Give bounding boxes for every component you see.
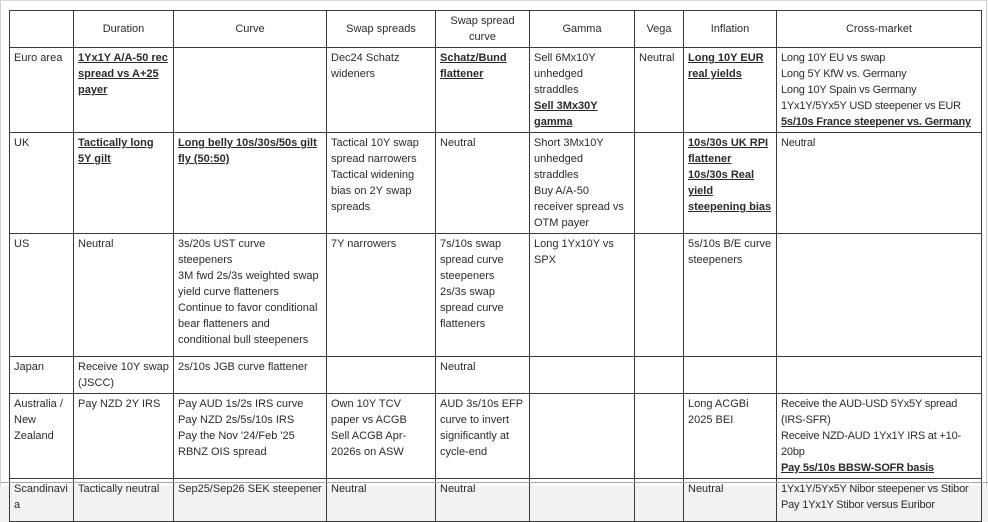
trade-item: Tactical 10Y swap spread narrowers bbox=[331, 137, 419, 165]
trade-item: Pay 1Yx1Y Stibor versus Euribor bbox=[781, 499, 935, 511]
trade-cell bbox=[174, 133, 327, 234]
trade-item: Neutral bbox=[688, 483, 724, 495]
highlighted-trade-item: 10s/30s UK RPI flattener bbox=[688, 137, 769, 165]
trade-item: 1Yx1Y/5Yx5Y USD steepener vs EUR bbox=[781, 100, 961, 112]
table-row bbox=[10, 234, 982, 357]
column-header: Curve bbox=[174, 11, 327, 48]
trade-cell bbox=[174, 479, 327, 522]
trade-item: Neutral bbox=[331, 483, 367, 495]
trade-cell bbox=[74, 394, 174, 479]
trade-item: Long 5Y KfW vs. Germany bbox=[781, 68, 907, 80]
trade-item: Receive NZD-AUD 1Yx1Y IRS at +10-20bp bbox=[781, 430, 961, 458]
trade-item: Long 1Yx10Y vs SPX bbox=[534, 238, 614, 266]
trade-cell bbox=[635, 234, 684, 357]
trade-cell bbox=[174, 48, 327, 133]
trade-item: Pay AUD 1s/2s IRS curve bbox=[178, 398, 304, 410]
trade-cell bbox=[327, 133, 436, 234]
table-row bbox=[10, 133, 982, 234]
region-label: Japan bbox=[10, 357, 74, 394]
trade-cell bbox=[327, 479, 436, 522]
column-header: Swap spread curve bbox=[436, 11, 530, 48]
column-header: Swap spreads bbox=[327, 11, 436, 48]
trade-cell bbox=[777, 479, 982, 522]
column-header: Duration bbox=[74, 11, 174, 48]
trade-item: Sell ACGB Apr-2026s on ASW bbox=[331, 430, 407, 458]
highlighted-trade-item: Sell 3Mx30Y gamma bbox=[534, 100, 598, 128]
trade-item: Long 10Y EU vs swap bbox=[781, 52, 886, 64]
trade-item: Receive the AUD-USD 5Yx5Y spread (IRS-SFR) bbox=[781, 398, 958, 426]
region-label: Euro area bbox=[10, 48, 74, 133]
column-header: Gamma bbox=[530, 11, 635, 48]
trade-cell bbox=[635, 394, 684, 479]
trade-cell bbox=[530, 394, 635, 479]
trade-cell bbox=[436, 479, 530, 522]
trade-cell bbox=[684, 234, 777, 357]
trade-cell bbox=[777, 394, 982, 479]
trade-cell bbox=[684, 357, 777, 394]
highlighted-trade-item: Schatz/Bund flattener bbox=[440, 52, 507, 80]
table-row bbox=[10, 48, 982, 133]
trade-item: Long ACGBi 2025 BEI bbox=[688, 398, 749, 426]
trade-item: Neutral bbox=[440, 483, 476, 495]
trade-item: Own 10Y TCV paper vs ACGB bbox=[331, 398, 407, 426]
region-label: Australia / New Zealand bbox=[10, 394, 74, 479]
trade-item: 3s/20s UST curve steepeners bbox=[178, 238, 266, 266]
trade-item: 7Y narrowers bbox=[331, 238, 397, 250]
trade-cell bbox=[436, 357, 530, 394]
trade-item: Sep25/Sep26 SEK steepener bbox=[178, 483, 322, 495]
trade-cell bbox=[635, 479, 684, 522]
trade-cell bbox=[174, 234, 327, 357]
table-body bbox=[10, 48, 982, 522]
region-label: Scandinavia bbox=[10, 479, 74, 522]
column-header: Inflation bbox=[684, 11, 777, 48]
trade-cell bbox=[777, 48, 982, 133]
trade-cell bbox=[777, 357, 982, 394]
region-column-header bbox=[10, 11, 74, 48]
table-row bbox=[10, 394, 982, 479]
highlighted-trade-item: Long belly 10s/30s/50s gilt fly (50:50) bbox=[178, 137, 317, 165]
trade-cell bbox=[684, 48, 777, 133]
page-divider bbox=[1, 482, 988, 483]
trade-cell bbox=[174, 357, 327, 394]
trade-cell bbox=[635, 357, 684, 394]
trade-item: Neutral bbox=[78, 238, 114, 250]
trade-cell bbox=[530, 357, 635, 394]
trade-cell bbox=[327, 394, 436, 479]
table-row bbox=[10, 357, 982, 394]
trade-cell bbox=[436, 48, 530, 133]
trade-cell bbox=[635, 48, 684, 133]
trade-cell bbox=[777, 133, 982, 234]
trade-item: Pay NZD 2Y IRS bbox=[78, 398, 161, 410]
trade-item: Long 10Y Spain vs Germany bbox=[781, 84, 917, 96]
header-row bbox=[10, 11, 982, 48]
trade-cell bbox=[436, 394, 530, 479]
table-header bbox=[10, 11, 982, 48]
trade-cell bbox=[74, 48, 174, 133]
trade-cell bbox=[327, 357, 436, 394]
trade-item: Tactical widening bias on 2Y swap spreads bbox=[331, 169, 415, 213]
column-header: Cross-market bbox=[777, 11, 982, 48]
trade-item: Continue to favor conditional bear flatteners and conditional bull steepeners bbox=[178, 302, 318, 346]
trade-cell bbox=[327, 234, 436, 357]
trade-item: 1Yx1Y/5Yx5Y Nibor steepener vs Stibor bbox=[781, 483, 969, 495]
region-label: UK bbox=[10, 133, 74, 234]
trade-item: Short 3Mx10Y unhedged straddles bbox=[534, 137, 604, 181]
trade-cell bbox=[684, 394, 777, 479]
trade-cell bbox=[436, 133, 530, 234]
trade-item: 2s/10s JGB curve flattener bbox=[178, 361, 308, 373]
trade-cell bbox=[530, 234, 635, 357]
trade-item: Tactically neutral bbox=[78, 483, 160, 495]
highlighted-trade-item: 1Yx1Y A/A-50 rec spread vs A+25 payer bbox=[78, 52, 168, 96]
trade-item: Neutral bbox=[440, 361, 476, 373]
trade-item: Dec24 Schatz wideners bbox=[331, 52, 400, 80]
trade-item: 3M fwd 2s/3s weighted swap yield curve flatteners bbox=[178, 270, 319, 298]
highlighted-trade-item: 5s/10s France steepener vs. Germany bbox=[781, 116, 971, 128]
trade-item: Pay the Nov '24/Feb '25 RBNZ OIS spread bbox=[178, 430, 295, 458]
highlighted-trade-item: Pay 5s/10s BBSW-SOFR basis bbox=[781, 462, 934, 474]
trade-cell bbox=[436, 234, 530, 357]
column-header: Vega bbox=[635, 11, 684, 48]
trade-cell bbox=[777, 234, 982, 357]
trade-item: Pay NZD 2s/5s/10s IRS bbox=[178, 414, 295, 426]
trade-item: 7s/10s swap spread curve steepeners bbox=[440, 238, 504, 282]
trade-item: AUD 3s/10s EFP curve to invert significantly at cycle-end bbox=[440, 398, 523, 458]
trade-cell bbox=[74, 133, 174, 234]
trade-recommendations-table bbox=[9, 10, 982, 522]
trade-cell bbox=[530, 479, 635, 522]
highlighted-trade-item: Long 10Y EUR real yields bbox=[688, 52, 764, 80]
trade-cell bbox=[174, 394, 327, 479]
trade-cell bbox=[74, 357, 174, 394]
trade-item: 2s/3s swap spread curve flatteners bbox=[440, 286, 504, 330]
trade-item: Neutral bbox=[440, 137, 476, 149]
trade-cell bbox=[684, 479, 777, 522]
trade-item: Sell 6Mx10Y unhedged straddles bbox=[534, 52, 596, 96]
trade-cell bbox=[530, 133, 635, 234]
trade-cell bbox=[74, 234, 174, 357]
table-row bbox=[10, 479, 982, 522]
trade-item: Buy A/A-50 receiver spread vs OTM payer bbox=[534, 185, 624, 229]
trade-cell bbox=[684, 133, 777, 234]
highlighted-trade-item: Tactically long 5Y gilt bbox=[78, 137, 154, 165]
trade-item: Receive 10Y swap (JSCC) bbox=[78, 361, 169, 389]
trade-item: 5s/10s B/E curve steepeners bbox=[688, 238, 772, 266]
region-label: US bbox=[10, 234, 74, 357]
trade-cell bbox=[74, 479, 174, 522]
trade-cell bbox=[635, 133, 684, 234]
trade-cell bbox=[530, 48, 635, 133]
trade-cell bbox=[327, 48, 436, 133]
trade-item: Neutral bbox=[639, 52, 675, 64]
highlighted-trade-item: 10s/30s Real yield steepening bias bbox=[688, 169, 772, 213]
trade-item: Neutral bbox=[781, 137, 816, 149]
